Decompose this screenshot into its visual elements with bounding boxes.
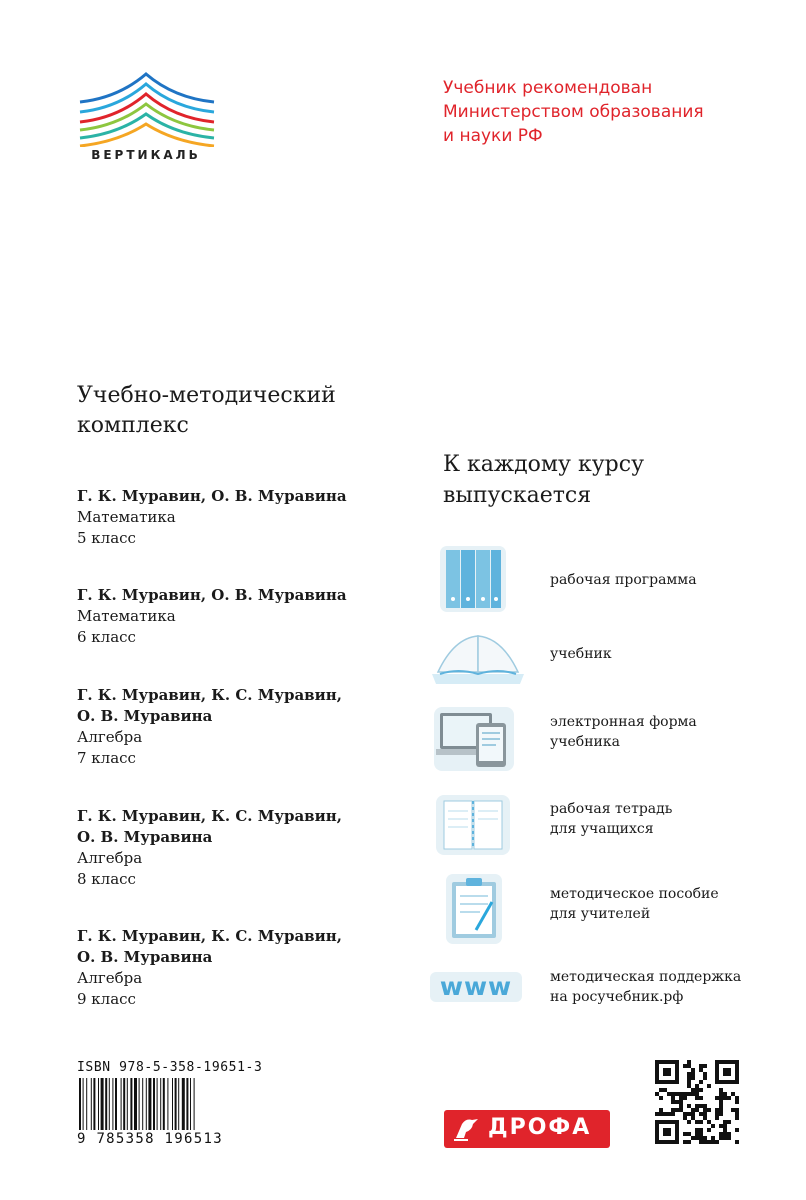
resource-label-line: рабочая тетрадь <box>550 801 673 817</box>
resource-label <box>550 884 770 924</box>
entry-authors: Г. К. Муравин, О. В. Муравина <box>77 586 347 604</box>
vertikal-logo <box>78 72 218 162</box>
open-book-icon <box>430 622 526 692</box>
entry-authors: Г. К. Муравин, К. С. Муравин, <box>77 807 342 825</box>
drofa-logo <box>444 1110 610 1148</box>
recommendation-line: и науки РФ <box>443 126 543 146</box>
resource-label-line: учебник <box>550 646 612 662</box>
entry-authors: Г. К. Муравин, К. С. Муравин, <box>77 927 342 945</box>
complex-title <box>77 381 377 441</box>
resource-label-line: учебника <box>550 734 620 750</box>
entry-grade: 9 класс <box>77 990 136 1008</box>
www-text: www <box>439 972 513 1001</box>
recommendation-text <box>443 76 773 148</box>
resource-label <box>550 644 770 664</box>
resource-label-line: рабочая программа <box>550 572 697 588</box>
entry-grade: 5 класс <box>77 529 136 547</box>
complex-entry-grade-6 <box>77 585 397 648</box>
resource-label-line: методическое пособие <box>550 886 719 902</box>
entry-grade: 7 класс <box>77 749 136 767</box>
barcode-digits: 9 785358 196513 <box>77 1131 223 1147</box>
resource-label <box>550 570 770 590</box>
resource-label-line: для учащихся <box>550 821 654 837</box>
resource-work-program <box>430 544 770 614</box>
recommendation-line: Министерством образования <box>443 102 704 122</box>
resource-workbook <box>430 793 770 863</box>
barcode-icon <box>77 1078 263 1130</box>
complex-entry-grade-9 <box>77 926 397 1010</box>
resource-label <box>550 712 770 752</box>
qr-code-icon <box>655 1060 739 1144</box>
binders-icon <box>430 544 526 614</box>
complex-title-line: Учебно-методический <box>77 383 336 408</box>
devices-icon <box>430 705 526 775</box>
resource-label <box>550 799 770 839</box>
resource-label <box>550 967 770 1007</box>
complex-entry-grade-8 <box>77 806 397 890</box>
series-logo-icon <box>78 72 218 147</box>
entry-grade: 6 класс <box>77 628 136 646</box>
resource-teacher-guide <box>430 872 770 942</box>
resource-label-line: на росучебник.рф <box>550 989 684 1005</box>
entry-authors: Г. К. Муравин, О. В. Муравина <box>77 487 347 505</box>
entry-subject: Алгебра <box>77 849 143 867</box>
entry-authors: Г. К. Муравин, К. С. Муравин, <box>77 686 342 704</box>
resource-label-line: электронная форма <box>550 714 697 730</box>
complex-title-line: комплекс <box>77 413 189 438</box>
complex-entry-grade-7 <box>77 685 397 769</box>
courses-title-line: К каждому курсу <box>443 452 645 477</box>
isbn-label: ISBN 978-5-358-19651-3 <box>77 1060 263 1075</box>
courses-title <box>443 449 743 511</box>
entry-authors: О. В. Муравина <box>77 948 213 966</box>
resource-label-line: для учителей <box>550 906 651 922</box>
clipboard-icon <box>430 872 526 946</box>
resource-label-line: методическая поддержка <box>550 969 742 985</box>
entry-grade: 8 класс <box>77 870 136 888</box>
entry-authors: О. В. Муравина <box>77 828 213 846</box>
entry-subject: Алгебра <box>77 969 143 987</box>
entry-subject: Алгебра <box>77 728 143 746</box>
publisher-name: ДРОФА <box>488 1115 592 1140</box>
recommendation-line: Учебник рекомендован <box>443 78 653 98</box>
entry-authors: О. В. Муравина <box>77 707 213 725</box>
resource-online-support <box>430 962 770 1032</box>
notebook-icon <box>430 793 526 863</box>
series-name: ВЕРТИКАЛЬ <box>91 148 201 162</box>
entry-subject: Математика <box>77 508 176 526</box>
resource-textbook <box>430 622 770 692</box>
courses-title-line: выпускается <box>443 483 592 508</box>
complex-entry-grade-5 <box>77 486 397 549</box>
bird-icon <box>452 1116 482 1142</box>
entry-subject: Математика <box>77 607 176 625</box>
www-icon <box>430 962 526 1012</box>
resource-e-textbook <box>430 705 770 775</box>
